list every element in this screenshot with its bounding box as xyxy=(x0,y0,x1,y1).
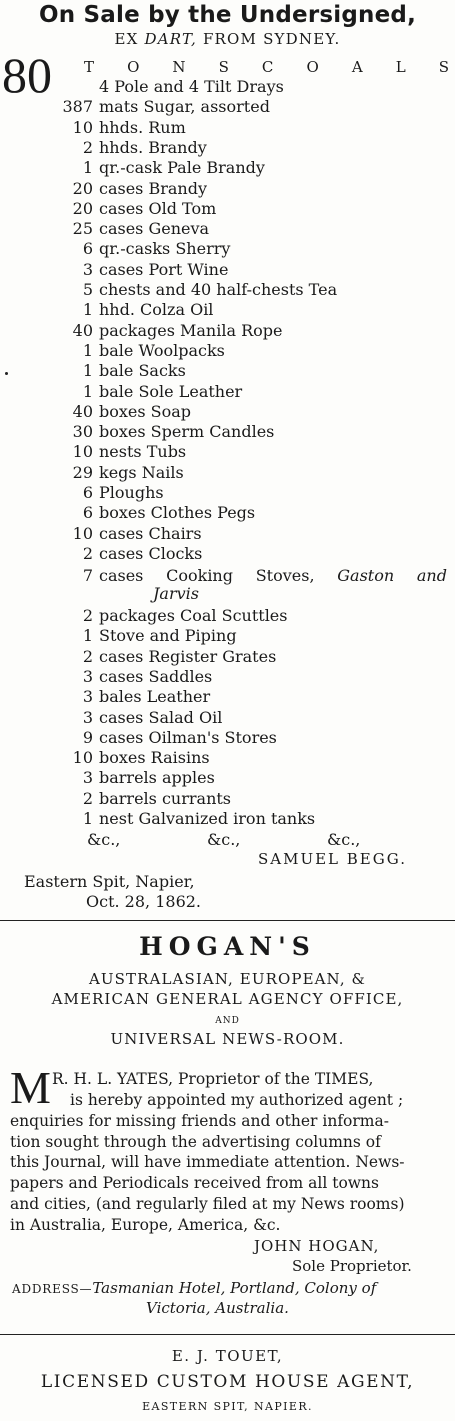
agent-name: E. J. TOUET, xyxy=(171,1347,284,1365)
item-qty: 5 xyxy=(82,280,93,299)
word: cases xyxy=(99,566,144,585)
list-item xyxy=(0,483,164,503)
address xyxy=(12,1279,376,1297)
item-desc: hhd. Colza Oil xyxy=(99,300,214,320)
item-desc: Stove and Piping xyxy=(99,626,237,646)
item-desc: cases Oilman's Stores xyxy=(99,727,277,747)
item-qty: 20 xyxy=(72,178,93,198)
item-qty: 1 xyxy=(82,626,93,646)
list-item xyxy=(0,768,215,788)
item-qty: 40 xyxy=(72,401,93,421)
word: Stoves, xyxy=(255,566,315,585)
etc: &c., xyxy=(207,830,241,849)
letter: S xyxy=(218,58,229,76)
tons-coals-heading xyxy=(84,59,449,75)
item-qty: 3 xyxy=(82,707,93,727)
list-item xyxy=(0,219,209,239)
item-qty: 1 xyxy=(82,361,93,381)
item-desc: cases Register Grates xyxy=(99,646,277,666)
item-qty: 2 xyxy=(82,606,93,625)
item-qty: 7 xyxy=(82,566,93,585)
item-desc: qr.-cask Pale Brandy xyxy=(99,158,265,178)
subtitle-prefix: EX xyxy=(114,30,139,48)
letter: S xyxy=(438,58,449,76)
item-desc: cases Clocks xyxy=(99,543,203,563)
word: and xyxy=(416,566,447,585)
item-desc: hhds. Rum xyxy=(99,117,186,137)
body-line: is hereby appointed my authorized agent ; xyxy=(70,1091,404,1109)
item-desc xyxy=(99,566,447,586)
ship-name: DART, xyxy=(144,30,197,48)
item-desc: hhds. Brandy xyxy=(99,137,207,157)
body-line: and cities, (and regularly filed at my News rooms) xyxy=(10,1194,405,1213)
body-line: in Australia, Europe, America, &c. xyxy=(10,1215,281,1234)
list-item xyxy=(0,138,207,158)
item-desc: bale Woolpacks xyxy=(99,340,225,360)
item-desc: cases Old Tom xyxy=(99,198,217,218)
item-desc: qr.-casks Sherry xyxy=(99,239,231,259)
item-qty: 30 xyxy=(72,422,93,442)
item-desc: cases Port Wine xyxy=(99,259,229,279)
list-item xyxy=(0,422,274,442)
item-desc: boxes Raisins xyxy=(99,748,210,768)
item-desc: kegs Nails xyxy=(99,462,184,482)
item-desc: barrels apples xyxy=(99,768,215,788)
item-qty: 10 xyxy=(72,117,93,137)
list-item xyxy=(0,321,282,341)
item-qty: 387 xyxy=(62,97,93,117)
item-qty: 1 xyxy=(82,300,93,320)
list-item xyxy=(0,118,186,138)
item-desc: 4 Pole and 4 Tilt Drays xyxy=(99,77,284,96)
item-qty: 2 xyxy=(82,788,93,808)
date: Oct. 28, 1862. xyxy=(86,892,202,911)
item-desc: nest Galvanized iron tanks xyxy=(99,809,316,828)
item-desc: boxes Soap xyxy=(99,401,192,421)
list-item xyxy=(0,179,207,199)
item-desc: boxes Sperm Candles xyxy=(99,422,275,442)
list-item xyxy=(0,97,270,117)
signature-role: Sole Proprietor. xyxy=(292,1257,412,1275)
list-item xyxy=(0,809,315,829)
list-item xyxy=(0,239,230,259)
signature: JOHN HOGAN, xyxy=(254,1237,380,1255)
item-desc: boxes Clothes Pegs xyxy=(99,503,256,523)
item-qty: 1 xyxy=(82,381,93,401)
ad-line: AMERICAN GENERAL AGENCY OFFICE, xyxy=(51,990,404,1008)
item-qty: 3 xyxy=(82,259,93,279)
item-qty: 20 xyxy=(72,198,93,218)
item-qty: 1 xyxy=(82,340,93,360)
list-item xyxy=(0,300,213,320)
item-qty: 10 xyxy=(72,442,93,462)
item-desc: mats Sugar, assorted xyxy=(99,97,270,117)
letter: O xyxy=(127,58,140,76)
list-item xyxy=(0,748,210,768)
list-item xyxy=(0,789,231,809)
body-line: papers and Periodicals received from all towns xyxy=(10,1174,379,1193)
agent-title: LICENSED CUSTOM HOUSE AGENT, xyxy=(40,1372,415,1392)
word: Gaston xyxy=(337,566,395,585)
place: Eastern Spit, Napier, xyxy=(24,872,195,891)
ad-subtitle xyxy=(0,30,455,48)
item-qty: 3 xyxy=(82,687,93,707)
item-qty: 1 xyxy=(82,158,93,178)
list-item xyxy=(0,687,210,707)
list-item xyxy=(0,708,222,728)
item-qty: 9 xyxy=(82,727,93,747)
ad-title: HOGAN'S xyxy=(139,932,316,961)
item-qty: 6 xyxy=(82,239,93,259)
letter: O xyxy=(306,58,319,76)
item-qty: 40 xyxy=(72,320,93,340)
item-desc: Ploughs xyxy=(99,483,164,502)
item-desc: cases Salad Oil xyxy=(99,707,223,727)
item-desc: cases Saddles xyxy=(99,666,213,686)
letter: A xyxy=(351,58,363,76)
item-desc: barrels currants xyxy=(99,788,232,808)
letter: L xyxy=(395,58,406,76)
list-item xyxy=(0,503,255,523)
address-label: ADDRESS— xyxy=(12,1282,93,1296)
list-item-stoves xyxy=(0,566,455,603)
list-item xyxy=(0,361,186,381)
address-line: Tasmanian Hotel, Portland, Colony of xyxy=(92,1279,377,1297)
list-item xyxy=(0,77,284,97)
list-item xyxy=(0,606,287,626)
list-item xyxy=(0,260,228,280)
lead-number: 80 xyxy=(2,47,52,103)
list-item xyxy=(0,524,202,544)
etc: &c., xyxy=(87,830,121,849)
item-desc: chests and 40 half-chests Tea xyxy=(99,280,338,299)
agent-place: EASTERN SPIT, NAPIER. xyxy=(142,1400,313,1413)
letter: T xyxy=(84,58,95,76)
list-item xyxy=(0,158,265,178)
item-desc: packages Coal Scuttles xyxy=(99,606,288,625)
letter: C xyxy=(261,58,274,76)
body-line: enquiries for missing friends and other informa- xyxy=(10,1112,389,1130)
item-qty: 25 xyxy=(72,219,93,239)
item-desc: bale Sole Leather xyxy=(99,381,243,401)
list-item xyxy=(0,544,202,564)
list-item xyxy=(0,728,277,748)
address-line: Victoria, Australia. xyxy=(146,1299,289,1317)
ad-line: UNIVERSAL NEWS-ROOM. xyxy=(110,1030,345,1048)
list-item xyxy=(0,463,184,483)
item-desc: bale Sacks xyxy=(99,361,186,381)
list-item xyxy=(0,442,186,462)
item-qty: 6 xyxy=(82,503,93,523)
item-qty: 10 xyxy=(72,523,93,543)
body-line: this Journal, will have immediate attention. News- xyxy=(10,1153,405,1172)
drop-cap: M xyxy=(10,1062,51,1113)
item-qty: 2 xyxy=(82,137,93,157)
letter: N xyxy=(172,58,186,76)
divider xyxy=(0,920,455,921)
item-qty: 10 xyxy=(72,748,93,768)
item-desc: packages Manila Rope xyxy=(99,320,283,340)
list-item xyxy=(0,667,212,687)
ad-line: AUSTRALASIAN, EUROPEAN, & xyxy=(88,970,367,988)
item-desc: cases Chairs xyxy=(99,523,202,543)
ad-title: On Sale by the Undersigned, xyxy=(38,2,417,28)
word: Cooking xyxy=(166,566,233,585)
item-qty: 3 xyxy=(82,666,93,686)
ad-and: AND xyxy=(215,1016,240,1026)
signature: SAMUEL BEGG. xyxy=(258,850,407,868)
list-item xyxy=(0,199,216,219)
item-desc: bales Leather xyxy=(99,687,211,707)
list-item xyxy=(0,626,237,646)
list-item xyxy=(0,647,276,667)
item-qty: 3 xyxy=(82,768,93,788)
item-qty: 6 xyxy=(82,483,93,502)
item-desc: cases Geneva xyxy=(99,219,210,239)
subtitle-suffix: FROM SYDNEY. xyxy=(202,30,341,48)
item-qty: 2 xyxy=(82,543,93,563)
etc: &c., xyxy=(327,830,361,849)
list-item xyxy=(0,280,337,300)
item-desc: cases Brandy xyxy=(99,178,208,198)
item-qty: 29 xyxy=(72,462,93,482)
item-qty: 2 xyxy=(82,646,93,666)
list-item xyxy=(0,341,225,361)
body-line: R. H. L. YATES, Proprietor of the TIMES, xyxy=(52,1070,374,1088)
body-line: tion sought through the advertising columns of xyxy=(10,1132,381,1151)
list-item xyxy=(0,382,242,402)
item-qty: 1 xyxy=(82,809,93,828)
item-desc: nests Tubs xyxy=(99,442,187,462)
list-item xyxy=(0,402,191,422)
divider xyxy=(0,1334,455,1335)
item-desc-continued: Jarvis xyxy=(153,584,199,603)
